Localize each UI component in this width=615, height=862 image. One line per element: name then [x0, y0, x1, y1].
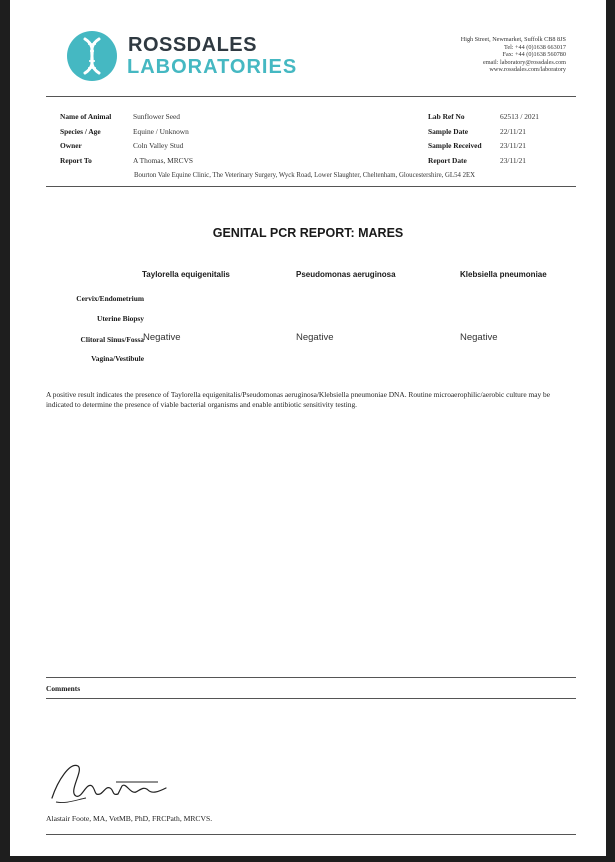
detail-row — [60, 141, 193, 156]
detail-value: 23/11/21 — [500, 141, 527, 150]
detail-row — [428, 156, 539, 171]
comments-divider — [46, 698, 576, 699]
detail-value: Sunflower Seed — [133, 112, 181, 121]
detail-row — [428, 112, 539, 127]
rossdales-logo — [66, 30, 326, 90]
address-email: email: laboratory@rossdales.com — [482, 58, 566, 66]
column-header-taylorella: Taylorella equigenitalis — [142, 270, 230, 279]
detail-row — [428, 141, 539, 156]
address-fax: Fax: +44 (0)1638 560780 — [502, 51, 566, 59]
report-page — [10, 0, 606, 856]
result-taylorella: Negative — [143, 332, 181, 343]
detail-value: Equine / Unknown — [133, 126, 189, 136]
detail-row — [428, 127, 539, 142]
detail-label: Report To — [60, 155, 92, 165]
patient-details — [60, 112, 193, 170]
detail-label: Owner — [60, 141, 82, 150]
detail-label: Sample Date — [428, 126, 469, 136]
detail-value: 62513 / 2021 — [500, 112, 540, 121]
report-title: GENITAL PCR REPORT: MARES — [212, 226, 404, 240]
signer-name: Alastair Foote, MA, VetMB, PhD, FRCPath, MRCVS. — [46, 814, 213, 823]
footer-divider — [46, 834, 576, 835]
detail-value: 22/11/21 — [500, 126, 527, 136]
interpretation-note: A positive result indicates the presence of Taylorella equigenitalis/Pseudomonas aeruginosa/Klebsiella pneumoniae DNA. Routine microaerophilic/aerobic culture may be indicated to determine the presence of viable bacterial organisms and enable antibiotic sensitivity testing. — [46, 390, 551, 409]
result-klebsiella: Negative — [460, 332, 498, 343]
address-tel: Tel: +44 (0)1638 663017 — [503, 43, 566, 51]
detail-value: 23/11/21 — [500, 155, 527, 165]
detail-row — [60, 112, 193, 127]
lab-address — [461, 36, 566, 74]
detail-label: Lab Ref No — [428, 112, 465, 121]
detail-row — [60, 156, 193, 171]
address-street: High Street, Newmarket, Suffolk CB8 8JS — [460, 36, 566, 43]
comments-top-divider — [46, 677, 576, 678]
address-web: www.rossdales.com/laboratory — [489, 66, 566, 74]
site-label: Clitoral Sinus/Fossa — [80, 335, 144, 344]
detail-row — [60, 127, 193, 142]
detail-value: A Thomas, MRCVS — [133, 155, 194, 165]
detail-label: Species / Age — [60, 126, 101, 136]
detail-label: Report Date — [428, 155, 467, 165]
dna-logo-icon — [66, 30, 118, 82]
detail-label: Sample Received — [428, 141, 482, 150]
detail-value: Coln Valley Stud — [133, 141, 184, 150]
site-label: Vagina/Vestibule — [91, 354, 144, 363]
report-to-address: Bourton Vale Equine Clinic, The Veterinary Surgery, Wyck Road, Lower Slaughter, Cheltenham, Gloucestershire, GL54 2EX — [134, 172, 476, 179]
comments-label: Comments — [46, 684, 81, 693]
brand-name-line1: ROSSDALES — [128, 34, 257, 56]
detail-label: Name of Animal — [60, 112, 112, 121]
result-pseudomonas: Negative — [296, 332, 334, 343]
site-label: Cervix/Endometrium — [76, 294, 144, 303]
signature-image — [46, 752, 196, 812]
column-header-klebsiella: Klebsiella pneumoniae — [460, 270, 547, 279]
column-header-pseudomonas: Pseudomonas aeruginosa — [296, 270, 396, 279]
lab-details — [428, 112, 539, 170]
header-divider — [46, 96, 576, 97]
site-label: Uterine Biopsy — [96, 314, 144, 323]
details-divider — [46, 186, 576, 187]
brand-name-line2: LABORATORIES — [127, 56, 298, 78]
